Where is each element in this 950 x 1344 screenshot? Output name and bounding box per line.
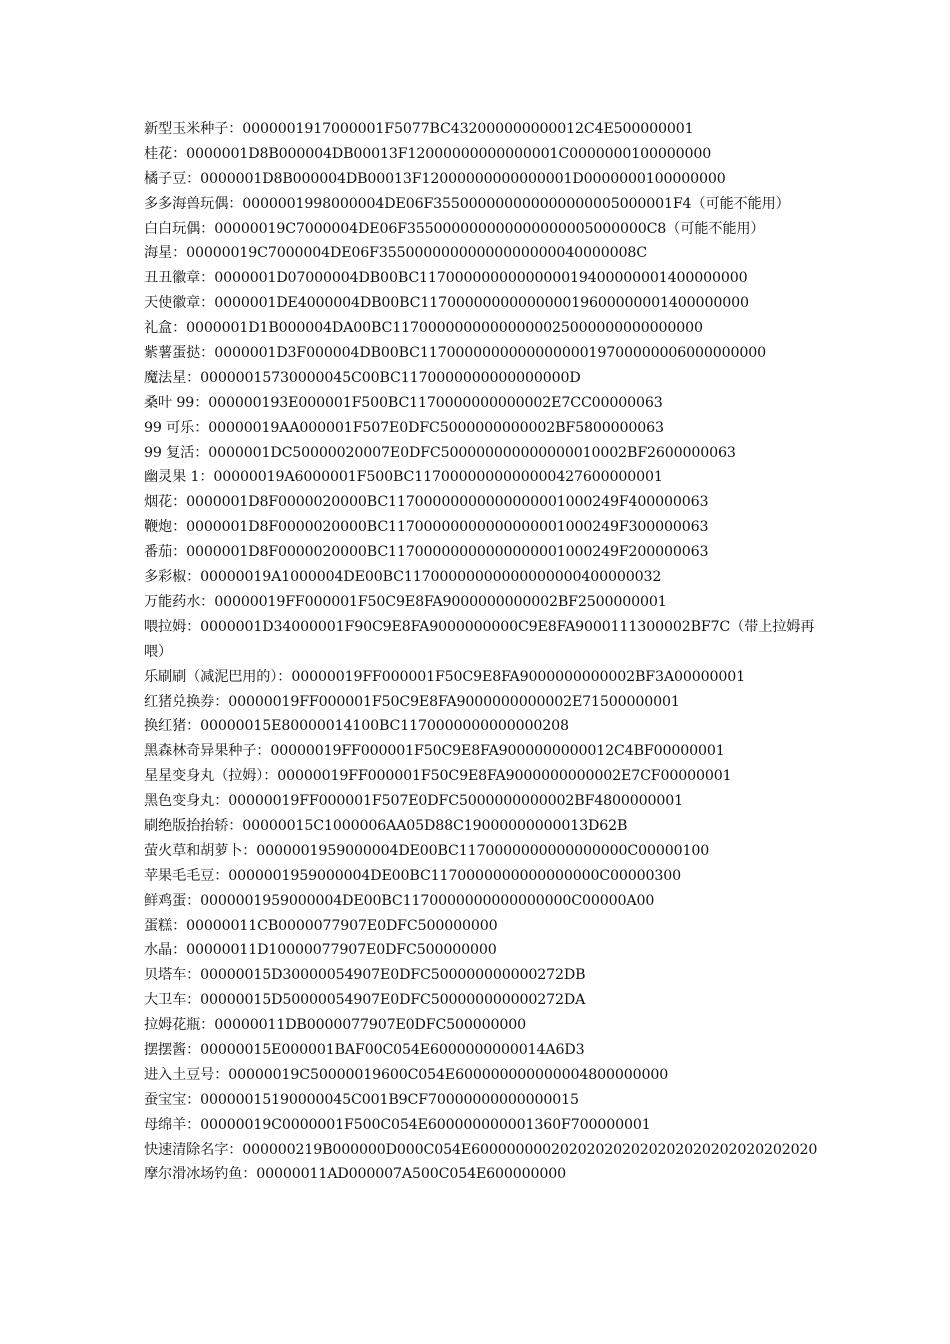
code-line: 蛋糕：00000011CB0000077907E0DFC500000000: [144, 917, 498, 934]
code-line: 99 可乐：00000019AA000001F507E0DFC5000000000002BF5800000063: [144, 419, 664, 436]
code-line: 万能药水：00000019FF000001F50C9E8FA9000000000002BF2500000001: [144, 593, 667, 610]
code-line: 幽灵果 1：00000019A6000001F500BC1170000000000000427600000001: [144, 469, 663, 486]
code-line: 黑色变身丸：00000019FF000001F507E0DFC5000000000002BF4800000001: [144, 793, 684, 810]
code-line: 多多海兽玩偶：0000001998000004DE06F355000000000000000005000001F4（可能不能用）: [144, 195, 790, 212]
code-line: 苹果毛毛豆：0000001959000004DE00BC1170000000000000000C00000300: [144, 867, 682, 884]
code-line: 进入土豆号：00000019C50000019600C054E600000000000004800000000: [144, 1066, 669, 1083]
code-line: 礼盒：0000001D1B000004DA00BC11700000000000000025000000000000000: [144, 320, 703, 337]
code-line: 丑丑徽章：0000001D07000004DB00BC1170000000000000019400000001400000000: [144, 270, 748, 287]
code-line: 贝塔车：00000015D30000054907E0DFC500000000000272DB: [144, 967, 586, 984]
code-line: 刷绝版抬抬轿：00000015C1000006AA05D88C19000000000013D62B: [144, 817, 628, 834]
code-line: 魔法星：00000015730000045C00BC1170000000000000000D: [144, 369, 581, 386]
code-line: 鲜鸡蛋：0000001959000004DE00BC1170000000000000000C00000A00: [144, 892, 655, 909]
code-line: 星星变身丸（拉姆）：00000019FF000001F50C9E8FA9000000000002E7CF00000001: [144, 768, 732, 785]
code-line: 大卫车：00000015D50000054907E0DFC500000000000272DA: [144, 992, 586, 1009]
code-line: 新型玉米种子：0000001917000001F5077BC432000000000012C4E500000001: [144, 121, 694, 137]
code-line: 紫薯蛋挞：0000001D3F000004DB00BC117000000000000000019700000006000000000: [144, 345, 767, 362]
document-page: [144, 117, 820, 1187]
code-line: 母绵羊：00000019C0000001F500C054E600000000001360F700000001: [144, 1116, 651, 1133]
code-line: 白白玩偶：00000019C7000004DE06F355000000000000000005000000C8（可能不能用）: [144, 220, 765, 237]
code-line: 番茄：0000001D8F0000020000BC11700000000000000001000249F200000063: [144, 544, 709, 561]
code-line: 红猪兑换券：00000019FF000001F50C9E8FA9000000000002E71500000001: [144, 693, 680, 710]
code-line: 萤火草和胡萝卜：0000001959000004DE00BC1170000000000000000C00000100: [144, 842, 710, 859]
code-line: 乐刷刷（减泥巴用的）：00000019FF000001F50C9E8FA9000000000002BF3A00000001: [144, 668, 745, 685]
code-line: 烟花：0000001D8F0000020000BC11700000000000000001000249F400000063: [144, 494, 709, 511]
code-line: 摆摆酱：00000015E000001BAF00C054E6000000000014A6D3: [144, 1041, 585, 1058]
code-line: 快速清除名字：000000219B000000D000C054E600000000202020202020202020202020202020: [144, 1141, 818, 1158]
code-line: 喂拉姆：0000001D34000001F90C9E8FA9000000000C9E8FA9000111300002BF7C（带上拉姆再喂）: [144, 618, 815, 660]
code-line: 摩尔滑冰场钓鱼：00000011AD000007A500C054E600000000: [144, 1166, 567, 1183]
code-line: 黑森林奇异果种子：00000019FF000001F50C9E8FA9000000000012C4BF00000001: [144, 743, 725, 760]
code-line: 鞭炮：0000001D8F0000020000BC11700000000000000001000249F300000063: [144, 519, 709, 536]
code-line: 换红猪：00000015E80000014100BC1170000000000000208: [144, 718, 569, 735]
code-line: 天使徽章：0000001DE4000004DB00BC1170000000000000019600000001400000000: [144, 295, 749, 312]
code-line: 99 复活：0000001DC50000020007E0DFC500000000000000010002BF2600000063: [144, 444, 736, 461]
code-line: 桑叶 99：000000193E000001F500BC1170000000000002E7CC00000063: [144, 394, 663, 411]
code-line: 桂花：0000001D8B000004DB00013F12000000000000001C0000000100000000: [144, 145, 712, 162]
code-line: 蚕宝宝：00000015190000045C001B9CF70000000000000015: [144, 1091, 579, 1108]
code-line: 橘子豆：0000001D8B000004DB00013F12000000000000001D0000000100000000: [144, 170, 726, 187]
code-line: 海星：00000019C7000004DE06F35500000000000000000040000008C: [144, 245, 647, 262]
code-line: 多彩椒：00000019A1000004DE00BC11700000000000000000400000032: [144, 569, 662, 586]
code-line: 水晶：00000011D10000077907E0DFC500000000: [144, 942, 497, 959]
code-line: 拉姆花瓶：00000011DB0000077907E0DFC500000000: [144, 1017, 527, 1034]
